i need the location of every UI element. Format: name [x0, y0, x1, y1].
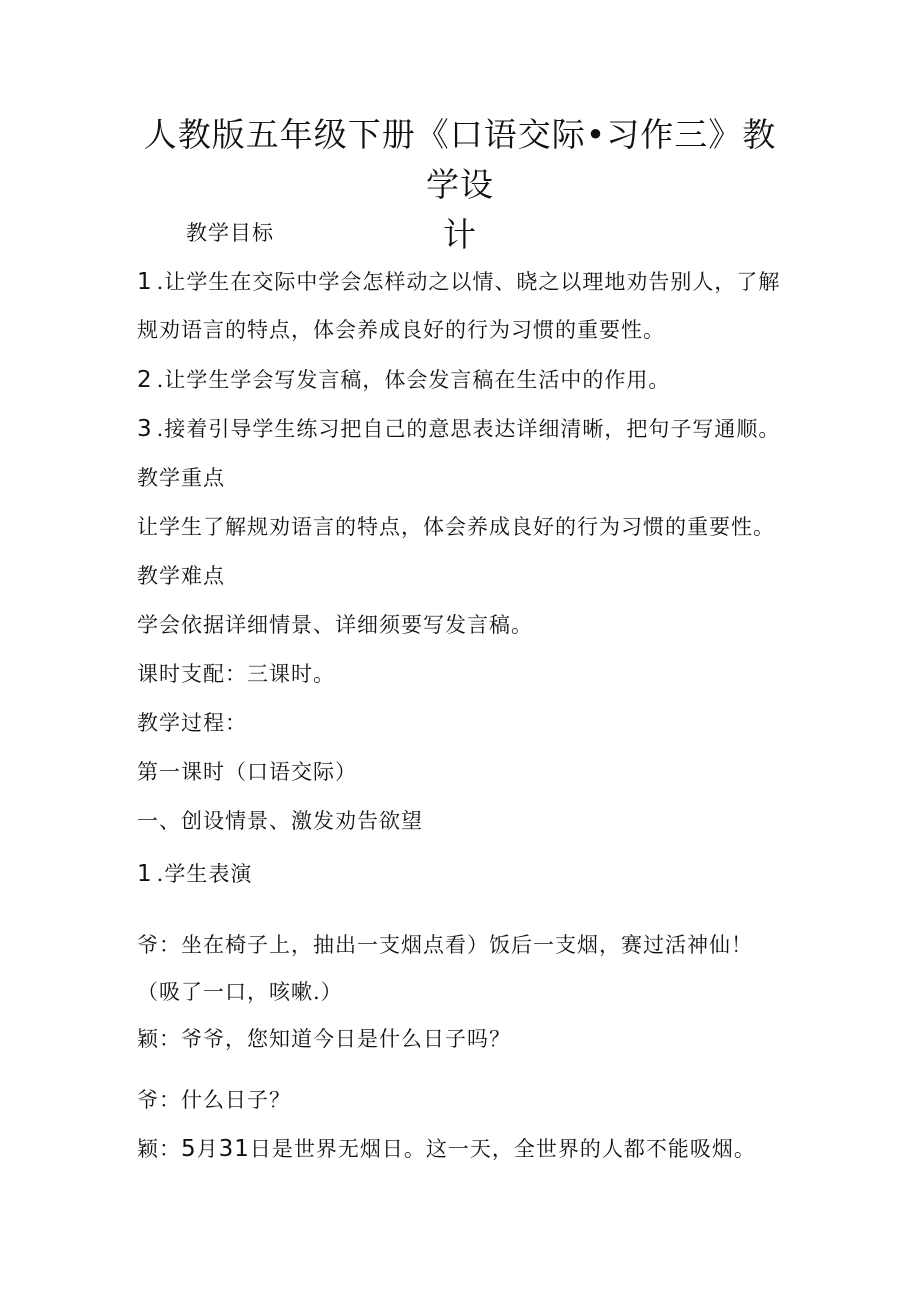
step-1-sub-1-number: 1	[137, 861, 153, 887]
dialogue-line-4: 爷：什么日子？	[137, 1088, 291, 1112]
objective-item-1-line-1	[137, 267, 780, 297]
difficulties-heading: 教学难点	[137, 564, 225, 588]
process-heading: 教学过程：	[137, 711, 247, 735]
objective-item-1-number: 1	[137, 269, 153, 295]
dialogue-line-5-text: 日是世界无烟日。这一天，全世界的人都不能吸烟。	[249, 1137, 756, 1161]
key-points-heading: 教学重点	[137, 466, 225, 490]
schedule-text: 课时支配：三课时。	[137, 662, 335, 686]
dialogue-line-5-month: 月	[196, 1137, 219, 1161]
objective-item-1-text: .让学生在交际中学会怎样动之以情、晓之以理地劝告别人，了解	[156, 270, 781, 294]
objective-item-2-text: .让学生学会写发言稿，体会发言稿在生活中的作用。	[156, 368, 671, 392]
dialogue-line-5-prefix: 颖：	[137, 1137, 181, 1161]
dialogue-line-3: 颖：爷爷，您知道今日是什么日子吗？	[137, 1027, 511, 1051]
objective-item-2-number: 2	[137, 367, 153, 393]
step-1-heading: 一、创设情景、激发劝告欲望	[137, 809, 423, 833]
objective-item-2	[137, 365, 670, 395]
dialogue-line-5	[137, 1134, 756, 1164]
dialogue-line-1: 爷：坐在椅子上，抽出一支烟点看）饭后一支烟，赛过活神仙！	[137, 933, 753, 957]
objective-item-3-number: 3	[137, 416, 153, 442]
step-1-sub-1	[137, 859, 252, 889]
dialogue-line-5-day-number: 31	[218, 1136, 250, 1162]
lesson-1-heading: 第一课时（口语交际）	[137, 760, 357, 784]
dialogue-line-5-month-number: 5	[181, 1136, 197, 1162]
objective-item-3-text: .接着引导学生练习把自己的意思表达详细清晰，把句子写通顺。	[156, 417, 781, 441]
dialogue-line-2: （吸了一口，咳嗽.）	[137, 980, 343, 1004]
objective-item-1-line-2: 规劝语言的特点，体会养成良好的行为习惯的重要性。	[137, 318, 665, 342]
difficulties-text: 学会依据详细情景、详细须要写发言稿。	[137, 613, 533, 637]
title-line-1: 人教版五年级下册《口语交际•习作三》教学设	[143, 115, 777, 204]
key-points-text: 让学生了解规劝语言的特点，体会养成良好的行为习惯的重要性。	[137, 515, 775, 539]
objective-item-3	[137, 414, 780, 444]
title-line-2: 计	[443, 215, 477, 254]
step-1-sub-1-text: .学生表演	[156, 862, 253, 886]
objectives-heading: 教学目标	[186, 221, 274, 245]
